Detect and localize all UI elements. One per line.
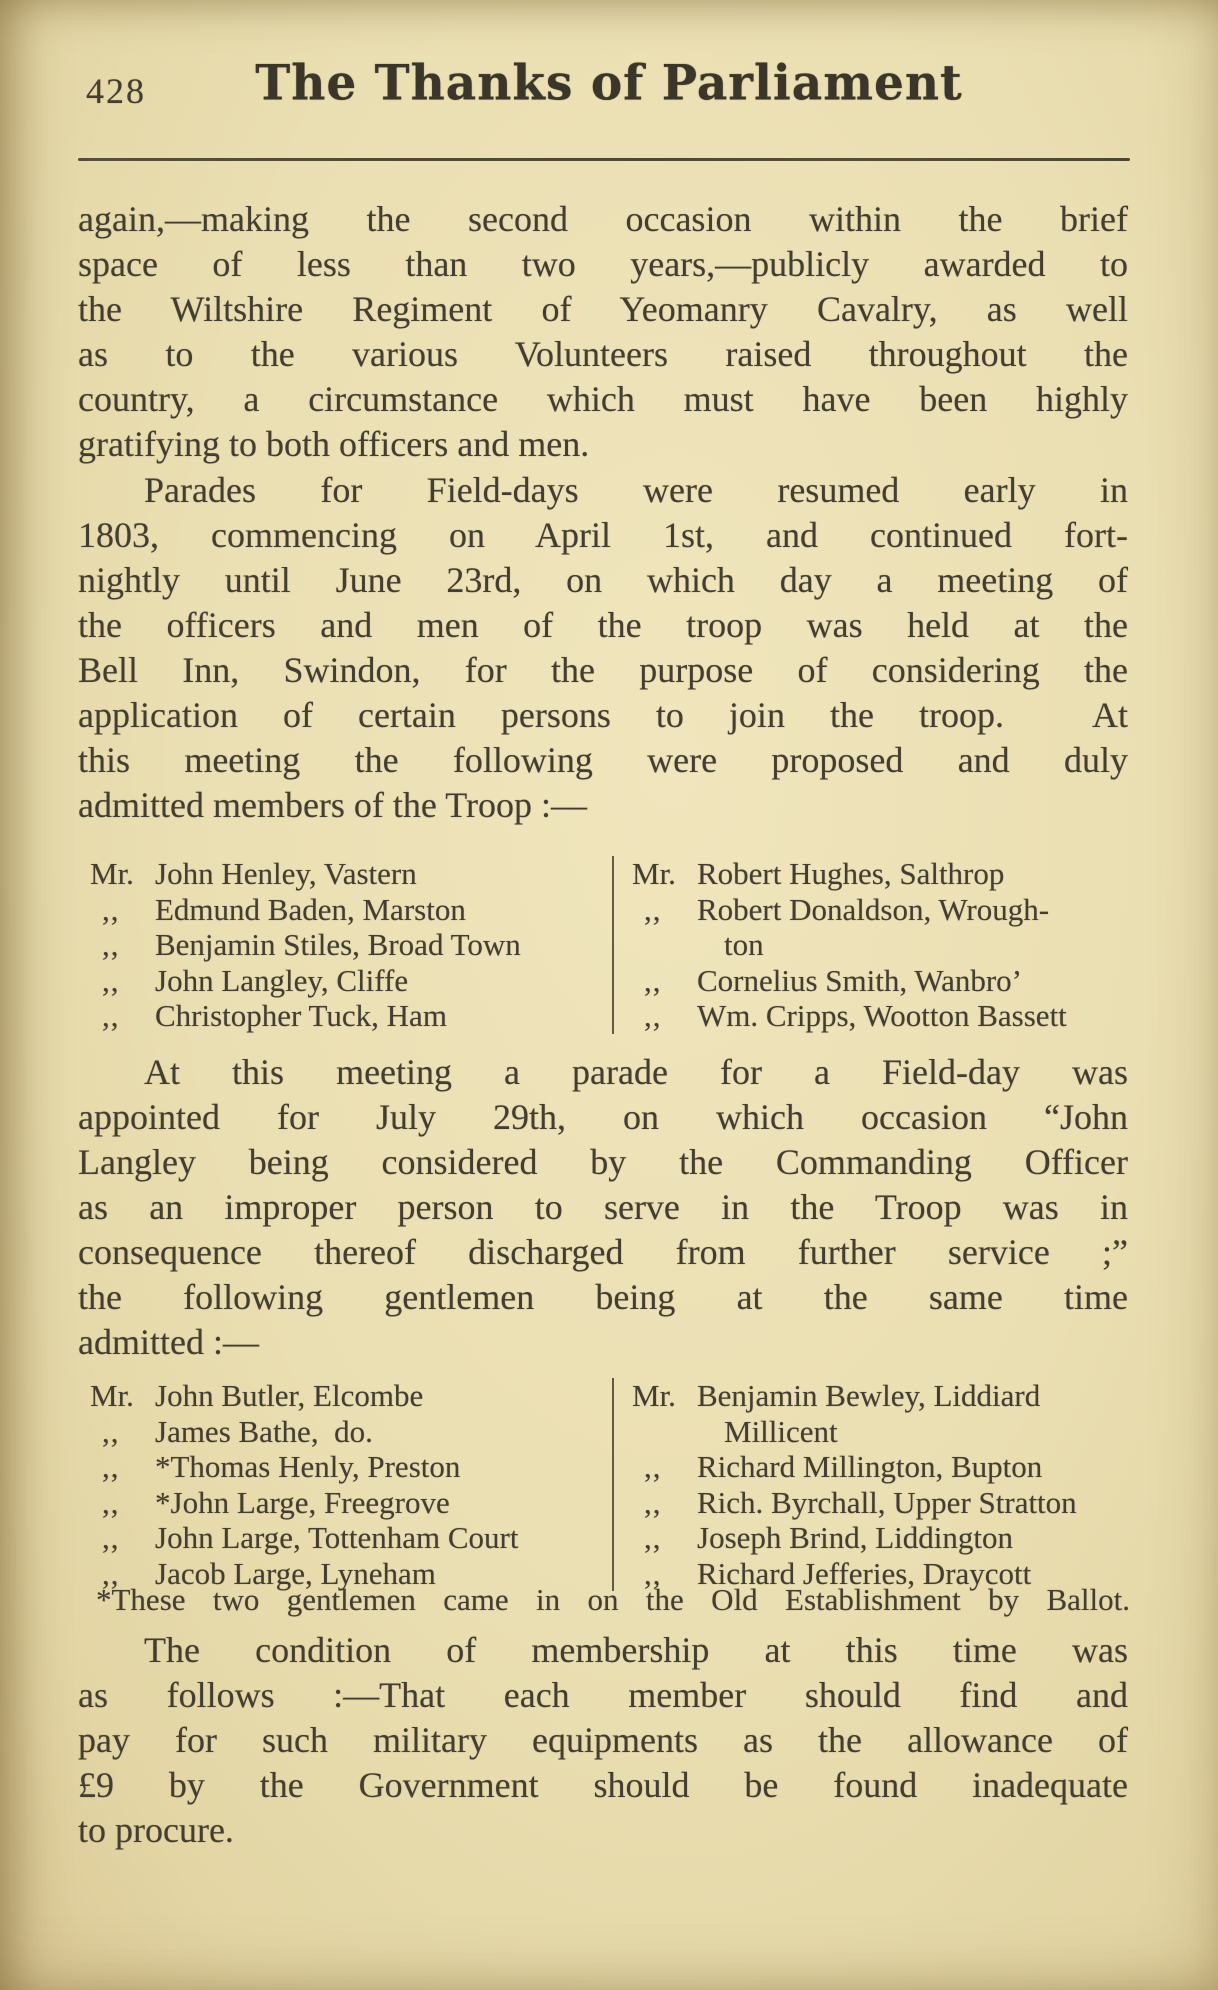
member-row: [90, 1378, 612, 1414]
text-line: as to the various Volunteers raised throughout the: [78, 334, 1128, 374]
text-line: as follows :—That each member should find and: [78, 1675, 1128, 1715]
member-row: [90, 892, 612, 928]
member-name: Christopher Tuck, Ham: [155, 998, 447, 1033]
text-line: admitted :—: [78, 1322, 259, 1362]
row-prefix: ,,: [102, 927, 120, 962]
member-row: [632, 1485, 1152, 1521]
page-title: The Thanks of Parliament: [255, 54, 963, 113]
member-row-continuation: [632, 927, 1152, 963]
text-line: application of certain persons to join the troop. At: [78, 695, 1128, 735]
member-name: Robert Hughes, Salthrop: [697, 856, 1005, 891]
member-name: Edmund Baden, Marston: [155, 891, 466, 927]
member-name: John Large, Tottenham Court: [155, 1520, 519, 1555]
member-row: [90, 1520, 612, 1556]
text-line: as an improper person to serve in the Troop was in: [78, 1187, 1128, 1227]
member-name: John Henley, Vastern: [155, 856, 417, 891]
text-line: again,—making the second occasion within the brief: [78, 199, 1128, 239]
paragraph-1: [78, 197, 1128, 467]
text-line: this meeting the following were proposed and duly: [78, 740, 1128, 780]
row-prefix: ,,: [102, 998, 120, 1033]
row-prefix: ,,: [102, 1555, 120, 1591]
member-name: John Langley, Cliffe: [155, 962, 409, 998]
member-name: Robert Donaldson, Wrough-: [697, 891, 1050, 927]
member-name: *John Large, Freegrove: [155, 1484, 450, 1520]
text-line: Langley being considered by the Commanding Officer: [78, 1142, 1128, 1182]
member-name: Richard Jefferies, Draycott: [697, 1555, 1032, 1591]
text-line: The condition of membership at this time was: [144, 1630, 1128, 1670]
member-name: Cornelius Smith, Wanbro’: [697, 962, 1023, 998]
text-line: the officers and men of the troop was held at the: [78, 605, 1128, 645]
text-line: the following gentlemen being at the same time: [78, 1277, 1128, 1317]
member-name: Rich. Byrchall, Upper Stratton: [697, 1484, 1077, 1520]
text-line: space of less than two years,—publicly awarded to: [78, 244, 1128, 284]
text-line: pay for such military equipments as the allowance of: [78, 1720, 1128, 1760]
text-line: appointed for July 29th, on which occasion “John: [78, 1097, 1128, 1137]
text-line: Parades for Field-days were resumed early in: [144, 470, 1128, 510]
member-name: Richard Millington, Bupton: [697, 1449, 1043, 1484]
text-line: consequence thereof discharged from further service ;”: [78, 1232, 1128, 1272]
member-list-2: [90, 1378, 1152, 1591]
row-prefix: Mr.: [90, 1378, 134, 1413]
member-name: John Butler, Elcombe: [155, 1378, 424, 1413]
member-name: James Bathe, do.: [155, 1413, 373, 1449]
member-list-1-right-column: [612, 856, 1152, 1034]
footnote: *These two gentlemen came in on the Old Establishment by Ballot.: [96, 1582, 1130, 1617]
member-row: [632, 998, 1152, 1034]
member-name: Benjamin Stiles, Broad Town: [155, 927, 521, 962]
member-name: ton: [724, 927, 764, 962]
row-prefix: ,,: [644, 1449, 662, 1484]
member-name: Joseph Brind, Liddington: [697, 1520, 1014, 1555]
page-number: 428: [86, 71, 146, 111]
row-prefix: Mr.: [632, 856, 676, 891]
member-row: [632, 1378, 1152, 1414]
text-line: country, a circumstance which must have been highly: [78, 379, 1128, 419]
member-row: [632, 1449, 1152, 1485]
paragraph-4: [78, 1628, 1128, 1853]
member-name: Benjamin Bewley, Liddiard: [697, 1378, 1041, 1413]
row-prefix: ,,: [102, 1484, 120, 1520]
member-list-2-left-column: [90, 1378, 612, 1591]
row-prefix: ,,: [644, 1555, 662, 1591]
row-prefix: ,,: [102, 962, 120, 998]
text-line: the Wiltshire Regiment of Yeomanry Cavalry, as well: [78, 289, 1128, 329]
row-prefix: Mr.: [632, 1378, 676, 1413]
row-prefix: ,,: [102, 1413, 120, 1449]
text-line: Bell Inn, Swindon, for the purpose of considering the: [78, 650, 1128, 690]
text-line: £9 by the Government should be found inadequate: [78, 1765, 1128, 1805]
row-prefix: ,,: [644, 891, 662, 927]
member-row: [90, 963, 612, 999]
member-row: [90, 1414, 612, 1450]
row-prefix: Mr.: [90, 856, 134, 891]
text-line: At this meeting a parade for a Field-day was: [144, 1052, 1128, 1092]
header-rule: [78, 158, 1130, 161]
text-line: to procure.: [78, 1810, 234, 1850]
paragraph-3: [78, 1050, 1128, 1365]
paragraph-2: [78, 468, 1128, 828]
member-name: Jacob Large, Lyneham: [155, 1555, 436, 1591]
member-row-continuation: [632, 1414, 1152, 1450]
text-line: 1803, commencing on April 1st, and continued fort-: [78, 515, 1128, 555]
member-list-2-right-column: [612, 1378, 1152, 1591]
text-line: admitted members of the Troop :—: [78, 785, 587, 825]
member-row: [632, 963, 1152, 999]
member-row: [632, 892, 1152, 928]
row-prefix: ,,: [644, 998, 662, 1033]
row-prefix: ,,: [644, 1520, 662, 1555]
member-row: [632, 1520, 1152, 1556]
text-line: gratifying to both officers and men.: [78, 424, 590, 464]
member-list-1: [90, 856, 1152, 1034]
row-prefix: ,,: [102, 891, 120, 927]
member-row: [90, 927, 612, 963]
member-name: Millicent: [724, 1413, 838, 1449]
member-row: [90, 1485, 612, 1521]
row-prefix: ,,: [102, 1449, 120, 1484]
member-row: [90, 998, 612, 1034]
row-prefix: ,,: [644, 962, 662, 998]
member-row: [90, 856, 612, 892]
row-prefix: ,,: [644, 1484, 662, 1520]
row-prefix: ,,: [102, 1520, 120, 1555]
member-name: *Thomas Henly, Preston: [155, 1449, 461, 1484]
member-name: Wm. Cripps, Wootton Bassett: [697, 998, 1067, 1033]
member-row: [90, 1449, 612, 1485]
member-row: [632, 856, 1152, 892]
member-list-1-left-column: [90, 856, 612, 1034]
text-line: nightly until June 23rd, on which day a meeting of: [78, 560, 1128, 600]
